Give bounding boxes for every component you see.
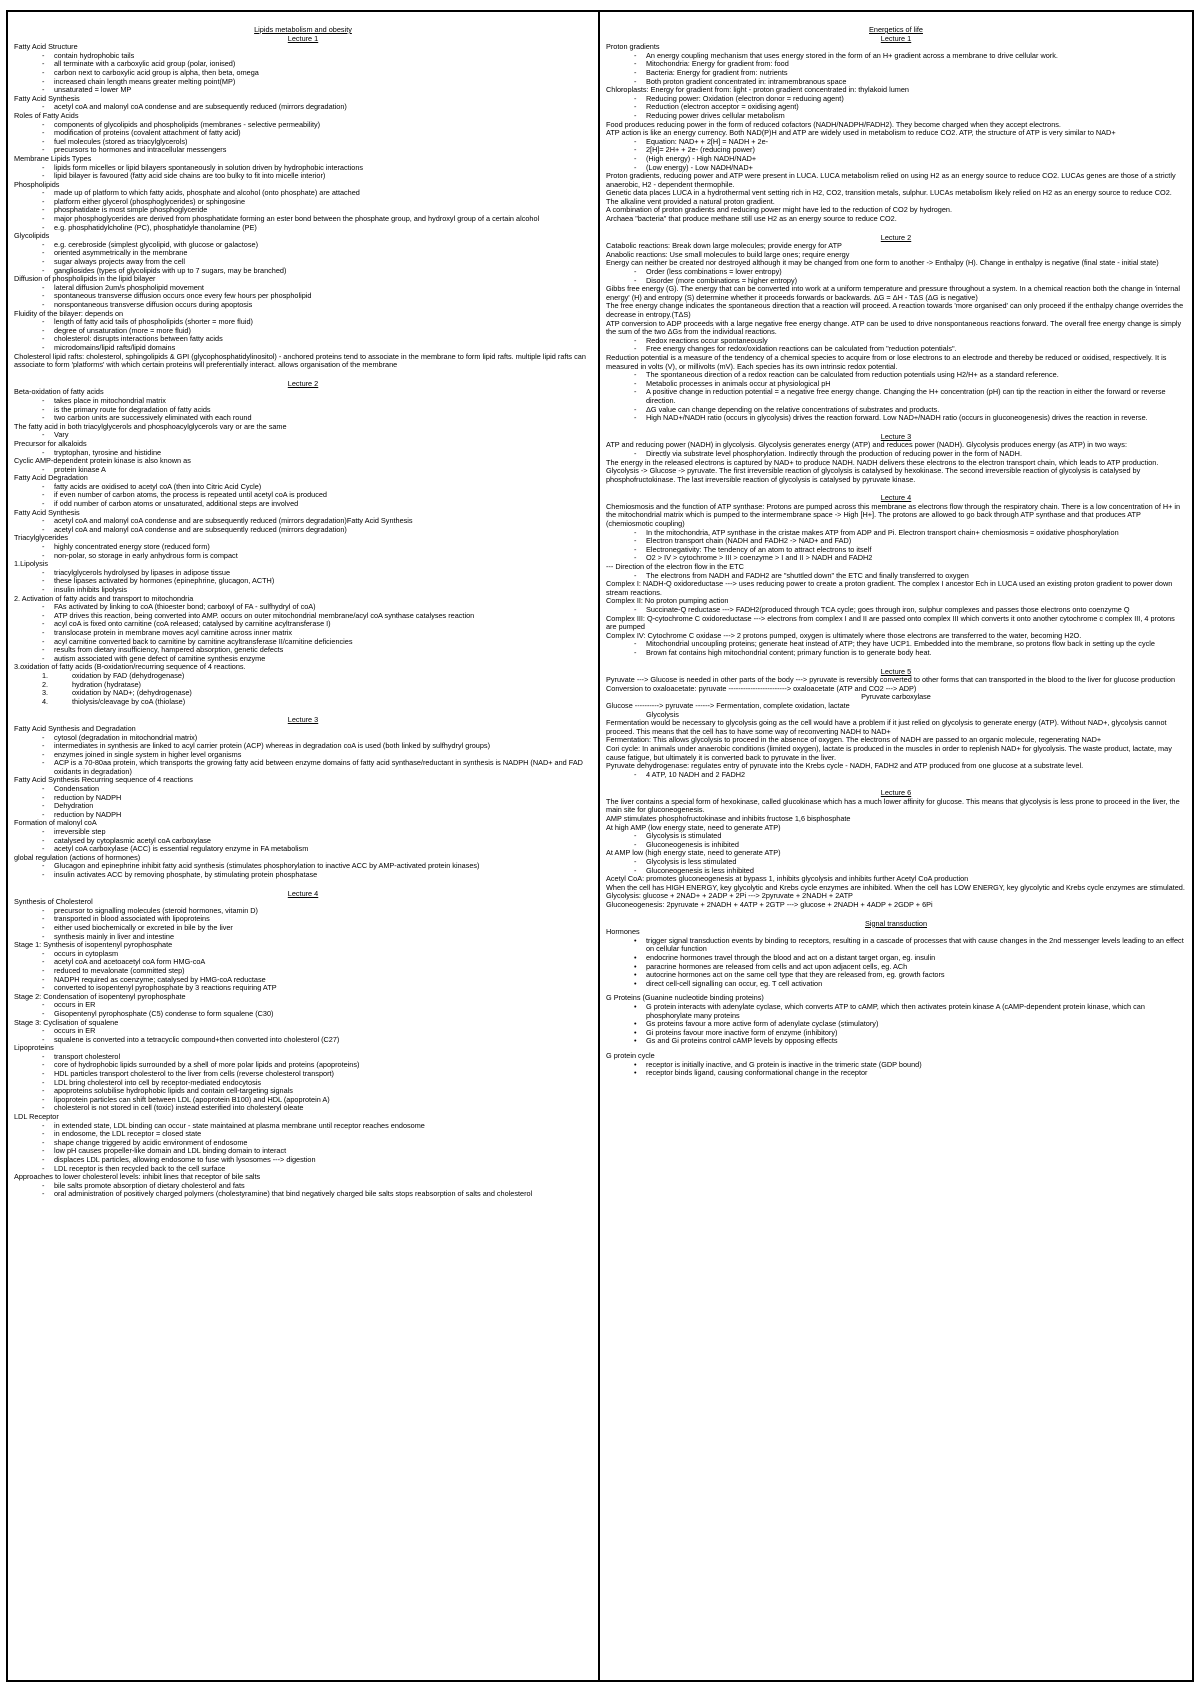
note-line: Chemiosmosis and the function of ATP synthase: Protons are pumped across this membrane as electrons flow through the respiratory chain. There is a low concentration of H+ in the mitochondrial matrix which is pumped to the intermembrane space -> High [H+]. The protons are allowed to go back through ATP synthase and that produces ATP (chemiosmotic coupling) xyxy=(606,501,1181,529)
note-line: Fermentation would be necessary to glycolysis going as the cell would have a problem if it just relied on glycolysis to generate energy (ATP). Without NAD+, glycolysis cannot proceed. This means that the cell has to have some way of reconverting NADH to NAD+ xyxy=(606,718,1167,736)
note-line: Membrane Lipids Types xyxy=(14,153,92,163)
dash-bullet-item: - Glycolysis is stimulated xyxy=(634,832,1186,841)
lecture-heading: Lecture 1 xyxy=(287,33,319,43)
note-line: Food produces reducing power in the form of reduced cofactors (NADH/NADPH/FADH2). They become charged when they accept electrons. xyxy=(606,119,1061,129)
dash-bullet-item: - Mitochondria: Energy for gradient from: food xyxy=(634,60,1186,69)
dash-bullet-item: - e.g. phosphatidylcholine (PC), phosphatidyle thanolamine (PE) xyxy=(42,224,592,233)
dot-bullet-item: • paracrine hormones are released from cells and act upon adjacent cells, eg. ACh xyxy=(634,963,1186,972)
dash-bullet-item: - autism associated with gene defect of carnitine synthesis enzyme xyxy=(42,655,592,664)
note-line: Genetic data places LUCA in a hydrothermal vent setting rich in H2, CO2, transition metals, sulphur. LUCAs metabolism likely relied on H2 as an energy source to reduce CO2. The alkaline vent provided a natural proton gradient. xyxy=(606,188,1172,206)
dash-bullet-item: - lipid bilayer is favoured (fatty acid side chains are too bulky to fit into micelle interior) xyxy=(42,172,592,181)
dash-bullet-item: - acyl coA is fixed onto carnitine (coA released; catalysed by carnitine acyltransferase I) xyxy=(42,620,592,629)
note-line: Beta-oxidation of fatty acids xyxy=(14,387,104,397)
dash-bullet-item: - length of fatty acid tails of phospholipids (shorter = more fluid) xyxy=(42,318,592,327)
dash-bullet-item: - Glycolysis is less stimulated xyxy=(634,858,1186,867)
dash-bullet-item: - intermediates in synthesis are linked to acyl carrier protein (ACP) whereas in degradation coA is used (both linked by sulfhydryl groups) xyxy=(42,742,592,751)
dash-bullet-item: - Gluconeogenesis is inhibited xyxy=(634,841,1186,850)
dash-bullet-item: - synthesis mainly in liver and intestine xyxy=(42,933,592,942)
dash-bullet-item: - phosphatidate is most simple phosphoglyceride xyxy=(42,206,592,215)
dash-bullet-item: - made up of platform to which fatty acids, phosphate and alcohol (onto phosphate) are attached xyxy=(42,189,592,198)
dash-bullet-item: - these lipases activated by hormones (epinephrine, glucagon, ACTH) xyxy=(42,577,592,586)
note-line: Roles of Fatty Acids xyxy=(14,110,79,120)
note-line: Conversion to oxaloacetate: pyruvate ------------------------> oxaloacetate (ATP and CO2 ---> ADP) xyxy=(606,683,917,693)
dash-bullet-item: - microdomains/lipid rafts/lipid domains xyxy=(42,344,592,353)
dash-bullet-item: - takes place in mitochondrial matrix xyxy=(42,397,592,406)
note-line: 3.oxidation of fatty acids (B-oxidation/recurring sequence of 4 reactions. xyxy=(14,662,246,672)
dash-bullet-item: - The electrons from NADH and FADH2 are "shuttled down" the ETC and finally transferred to oxygen xyxy=(634,572,1186,581)
dash-bullet-item: - acetyl coA and malonyl coA condense and are subsequently reduced (mirrors degradation)Fatty Acid Synthesis xyxy=(42,517,592,526)
dash-bullet-item: - cytosol (degradation in mitochondrial matrix) xyxy=(42,734,592,743)
note-line: Synthesis of Cholesterol xyxy=(14,897,93,907)
numbered-item: 2. hydration (hydratase) xyxy=(42,681,592,690)
dash-bullet-item: - High NAD+/NADH ratio (occurs in glycolysis) drives the reaction forward. Low NAD+/NADH ratio (occurs in gluconeogenesis) drives the reaction in reverse. xyxy=(634,414,1186,423)
dot-bullet-item: • endocrine hormones travel through the blood and act on a distant target organ, eg. insulin xyxy=(634,954,1186,963)
dash-bullet-item: - reduction by NADPH xyxy=(42,794,592,803)
notes-sheet xyxy=(6,10,1194,1682)
note-line: Complex I: NADH-Q oxidoreductase ---> uses reducing power to create a proton gradient. The complex I ancestor Ech in LUCA used an existing proton gradient to power down stream reactions. xyxy=(606,579,1173,597)
dash-bullet-item: - e.g. cerebroside (simplest glycolipid, with glucose or galactose) xyxy=(42,241,592,250)
dash-bullet-item: - sugar always projects away from the cell xyxy=(42,258,592,267)
dash-bullet-item: - tryptophan, tyrosine and histidine xyxy=(42,449,592,458)
dash-bullet-item: - gangliosides (types of glycolipids with up to 7 sugars, may be branched) xyxy=(42,267,592,276)
note-line: Gibbs free energy (G). The energy that can be converted into work at a uniform temperature and pressure throughout a system. In a chemical reaction both the change in 'internal energy' (H) and entropy (S) determine whether it proceeds forwards or backwards. ΔG = ΔH - TΔS (ΔG is negative) xyxy=(606,284,1180,302)
note-line: Chloroplasts: Energy for gradient from: light - proton gradient concentrated in: thylakoid lumen xyxy=(606,85,909,95)
note-line: Hormones xyxy=(606,927,640,937)
dash-bullet-item: - unsaturated = lower MP xyxy=(42,86,592,95)
dash-bullet-item: - FAs activated by linking to coA (thioester bond; carboxyl of FA - sulfhydryl of coA) xyxy=(42,603,592,612)
dash-bullet-item: - oral administration of positively charged polymers (cholestyramine) that bind negatively charged bile salts stops reabsorption of salts and cholesterol xyxy=(42,1190,592,1199)
dash-bullet-item: - lipids form micelles or lipid bilayers spontaneously in solution driven by hydrophobic interactions xyxy=(42,164,592,173)
dash-bullet-item: - squalene is converted into a tetracyclic compound+then converted into cholesterol (C27) xyxy=(42,1036,592,1045)
note-line: Glycolysis: glucose + 2NAD+ + 2ADP + 2Pi ---> 2pyruvate + 2NADH + 2ATP xyxy=(606,891,853,901)
dash-bullet-item: - ATP drives this reaction, being converted into AMP. occurs on outer mitochondrial membrane/acyl coA synthase catalyses reaction xyxy=(42,612,592,621)
dash-bullet-item: - irreversible step xyxy=(42,828,592,837)
section-heading: Lecture 2 xyxy=(287,378,319,388)
dash-bullet-item: - cholesterol: disrupts interactions between fatty acids xyxy=(42,335,592,344)
dash-bullet-item: - bile salts promote absorption of dietary cholesterol and fats xyxy=(42,1182,592,1191)
dash-bullet-item: - converted to isopentenyl pyrophosphate by 3 reactions requiring ATP xyxy=(42,984,592,993)
note-line: Proton gradients, reducing power and ATP were present in LUCA. LUCA metabolism relied on using H2 as an energy source to reduce CO2. LUCAs genes are those of a strictly anaerobic, H2 - dependent thermophile. xyxy=(606,171,1176,189)
numbered-item: 1. oxidation by FAD (dehydrogenase) xyxy=(42,672,592,681)
dash-bullet-item: - low pH causes propeller-like domain and LDL binding domain to interact xyxy=(42,1147,592,1156)
dash-bullet-item: - in endosome, the LDL receptor = closed state xyxy=(42,1130,592,1139)
dash-bullet-item: - spontaneous transverse diffusion occurs once every few hours per phospholipid xyxy=(42,292,592,301)
dash-bullet-item: - acetyl coA and malonyl coA condense and are subsequently reduced (mirrors degradation) xyxy=(42,103,592,112)
note-line: Formation of malonyl coA xyxy=(14,818,97,828)
dash-bullet-item: - either used biochemically or excreted in bile by the liver xyxy=(42,924,592,933)
dash-bullet-item: - platform either glycerol (phosphoglycerides) or sphingosine xyxy=(42,198,592,207)
dot-bullet-item: • autocrine hormones act on the same cell type that they are released from, eg. growth factors xyxy=(634,971,1186,980)
dash-bullet-item: - Succinate-Q reductase ---> FADH2(produced through TCA cycle; goes through iron, sulphur complexes and passes those electrons onto coenzyme Q xyxy=(634,606,1186,615)
numbered-item: 4. thiolysis/cleavage by coA (thiolase) xyxy=(42,698,592,707)
note-line: Pyruvate dehydrogenase: regulates entry of pyruvate into the Krebs cycle - NADH, FADH2 and ATP produced from one glucose at a substrate level. xyxy=(606,761,1084,771)
dot-bullet-item: • direct cell-cell signalling can occur, eg. T cell activation xyxy=(634,980,1186,989)
note-line: Diffusion of phospholipids in the lipid bilayer xyxy=(14,274,156,284)
note-line: Glycolysis -> Glucose -> pyruvate. The first irreversible reaction of glycolysis is catalysed by hexokinase. The second irreversible reaction of glycolysis is catalysed by phosphofructokinase. The last irreversible reaction of glycolysis is catalysed by pyruvate kinase. xyxy=(606,466,1141,484)
note-line: Fluidity of the bilayer: depends on xyxy=(14,308,124,318)
dash-bullet-item: - The spontaneous direction of a redox reaction can be calculated from reduction potentials using H2/H+ as a standard reference. xyxy=(634,371,1186,380)
dash-bullet-item: - (High energy) - High NADH/NAD+ xyxy=(634,155,1186,164)
section-heading: Lecture 4 xyxy=(287,888,319,898)
dash-bullet-item: - Reduction (electron acceptor = oxidising agent) xyxy=(634,103,1186,112)
note-line: The fatty acid in both triacylglycerols and phosphoacylglycerols vary or are the same xyxy=(14,421,287,431)
note-line: Fatty Acid Structure xyxy=(14,42,78,52)
dash-bullet-item: - Metabolic processes in animals occur at physiological pH xyxy=(634,380,1186,389)
note-line: LDL Receptor xyxy=(14,1112,59,1122)
dash-bullet-item: - 4 ATP, 10 NADH and 2 FADH2 xyxy=(634,771,1186,780)
note-line: Glucose ----------> pyruvate ------> Fermentation, complete oxidation, lactate xyxy=(606,700,850,710)
dash-bullet-item: - precursors to hormones and intracellular messengers xyxy=(42,146,592,155)
note-line: ATP action is like an energy currency. Both NAD(P)H and ATP are widely used in metabolism to reduce CO2. ATP, the structure of ATP is very similar to NAD+ xyxy=(606,128,1116,138)
dash-bullet-item: - HDL particles transport cholesterol to the liver from cells (reverse cholesterol transport) xyxy=(42,1070,592,1079)
dash-bullet-item: - precursor to signalling molecules (steroid hormones, vitamin D) xyxy=(42,907,592,916)
dash-bullet-item: - Redox reactions occur spontaneously xyxy=(634,337,1186,346)
dash-bullet-item: - Bacteria: Energy for gradient from: nutrients xyxy=(634,69,1186,78)
note-line: Stage 1: Synthesis of isopentenyl pyrophosphate xyxy=(14,940,173,950)
note-line: Gluconeogenesis: 2pyruvate + 2NADH + 4ATP + 2GTP ---> glucose + 2NADH + 4ADP + 2GDP + 6Pi xyxy=(606,900,933,909)
dash-bullet-item: - occurs in ER xyxy=(42,1001,592,1010)
dash-bullet-item: - Equation: NAD+ + 2[H] = NADH + 2e- xyxy=(634,138,1186,147)
note-line: Complex II: No proton pumping action xyxy=(606,596,729,606)
dash-bullet-item: - occurs in ER xyxy=(42,1027,592,1036)
dot-bullet-item: • G protein interacts with adenylate cyclase, which converts ATP to cAMP, which then activates protein kinase A (cAMP-dependent protein kinase, which can phosphorylate many proteins xyxy=(634,1003,1186,1020)
dash-bullet-item: - degree of unsaturation (more = more fluid) xyxy=(42,327,592,336)
note-line: Approaches to lower cholesterol levels: inhibit lines that receptor of bile salts xyxy=(14,1172,261,1182)
dash-bullet-item: - in extended state, LDL binding can occur - state maintained at plasma membrane until receptor reaches endosome xyxy=(42,1122,592,1131)
dash-bullet-item: - Brown fat contains high mitochondrial content; primary function is to generate body heat. xyxy=(634,649,1186,658)
dash-bullet-item: - non-polar, so storage in early anhydrous form is compact xyxy=(42,552,592,561)
dot-bullet-item: • Gs proteins favour a more active form of adenylate cyclase (stimulatory) xyxy=(634,1020,1186,1029)
enzyme-label: Pyruvate carboxylase xyxy=(861,692,931,702)
note-line: Reduction potential is a measure of the tendency of a chemical species to acquire from or lose electrons to an electrode and thereby be reduced or oxidised, respectively. It is measured in volts (V), or millivolts (mV). Each species has its own intrinsic redox potential. xyxy=(606,352,1167,371)
dash-bullet-item: - shape change triggered by acidic environment of endosome xyxy=(42,1139,592,1148)
dash-bullet-item: - catalysed by cytoplasmic acetyl coA carboxylase xyxy=(42,837,592,846)
dash-bullet-item: - contain hydrophobic tails xyxy=(42,52,592,61)
dash-bullet-item: - fuel molecules (stored as triacylglycerols) xyxy=(42,138,592,147)
right-column xyxy=(600,12,1192,1680)
note-line: G protein cycle xyxy=(606,1050,655,1060)
note-line: global regulation (actions of hormones) xyxy=(14,852,141,862)
note-line: Lipoproteins xyxy=(14,1043,54,1053)
section-heading: Lecture 4 xyxy=(880,493,912,503)
dash-bullet-item: - highly concentrated energy store (reduced form) xyxy=(42,543,592,552)
dash-bullet-item: - translocase protein in membrane moves acyl carnitine across inner matrix xyxy=(42,629,592,638)
dash-bullet-item: - LDL receptor is then recycled back to the cell surface xyxy=(42,1165,592,1174)
dash-bullet-item: - lipoprotein particles can shift between LDL (apoprotein B100) and HDL (apoprotein A) xyxy=(42,1096,592,1105)
note-line: The energy in the released electrons is captured by NAD+ to produce NADH. NADH delivers these electrons to the electron transport chain, which leads to ATP production. xyxy=(606,457,1159,467)
dash-bullet-item: - apoproteins solubilise hydrophobic lipids and contain cell-targeting signals xyxy=(42,1087,592,1096)
dash-bullet-item: - protein kinase A xyxy=(42,466,592,475)
note-line: ATP conversion to ADP proceeds with a large negative free energy change. ATP can be used to drive nonspontaneous reactions forward. The overall free energy change is simply the sum of the two ΔGs from the individual reactions. xyxy=(606,318,1182,337)
dash-bullet-item: - fatty acids are oxidised to acetyl coA (then into Citric Acid Cycle) xyxy=(42,483,592,492)
note-line: Phospholipids xyxy=(14,179,60,189)
dash-bullet-item: - Directly via substrate level phosphorylation. Indirectly through the production of reducing power in the form of NADH. xyxy=(634,450,1186,459)
dash-bullet-item: - transport cholesterol xyxy=(42,1053,592,1062)
dash-bullet-item: - lateral diffusion 2um/s phospholipid movement xyxy=(42,284,592,293)
note-line: 1.Lipolysis xyxy=(14,559,49,569)
section-heading: Lecture 3 xyxy=(880,431,912,441)
dash-bullet-item: - acetyl coA and malonyl coA condense and are subsequently reduced (mirrors degradation) xyxy=(42,526,592,535)
dash-bullet-item: - enzymes joined in single system in higher level organisms xyxy=(42,751,592,760)
note-line: Triacylglycerides xyxy=(14,533,69,543)
dot-bullet-item: • Gs and Gi proteins control cAMP levels by opposing effects xyxy=(634,1037,1186,1046)
dash-bullet-item: - modification of proteins (covalent attachment of fatty acid) xyxy=(42,129,592,138)
dot-bullet-item: • receptor binds ligand, causing conformational change in the receptor xyxy=(634,1069,1186,1078)
dash-bullet-item: - Electronegativity: The tendency of an atom to attract electrons to itself xyxy=(634,546,1186,555)
note-line: At AMP low (high energy state, need to generate ATP) xyxy=(606,848,781,858)
dash-bullet-item: - major phosphoglycerides are derived from phosphatidate forming an ester bond between the phosphate group, and hydroxyl group of a certain alcohol xyxy=(42,215,592,224)
dash-bullet-item: - Mitochondrial uncoupling proteins; generate heat instead of ATP; they have UCP1. Embedded into the membrane, so protons flow back in setting up the cycle xyxy=(634,640,1186,649)
dash-bullet-item: - Vary xyxy=(42,431,592,440)
dash-bullet-item: - ACP is a 70-80aa protein, which transports the growing fatty acid between enzyme domains of fatty acid synthase/reductant in synthesis is NADPH (NAD+ and FAD oxidants in degradation) xyxy=(42,759,592,776)
dash-bullet-item: - carbon next to carboxylic acid group is alpha, then beta, omega xyxy=(42,69,592,78)
dash-bullet-item: - acetyl coA carboxylase (ACC) is essential regulatory enzyme in FA metabolism xyxy=(42,845,592,854)
note-line: Pyruvate ---> Glucose is needed in other parts of the body ---> pyruvate is reversibly converted to other forms that can transported in the blood to the liver for glucose production xyxy=(606,675,1176,685)
note-line: Stage 2: Condensation of isopentenyl pyrophosphate xyxy=(14,991,186,1001)
dash-bullet-item: - occurs in cytoplasm xyxy=(42,950,592,959)
dash-bullet-item: - reduced to mevalonate (committed step) xyxy=(42,967,592,976)
section-heading: Lecture 5 xyxy=(880,666,912,676)
section-heading: Lecture 6 xyxy=(880,788,912,798)
dash-bullet-item: - if odd number of carbon atoms or unsaturated, additional steps are involved xyxy=(42,500,592,509)
dash-bullet-item: - An energy coupling mechanism that uses energy stored in the form of an H+ gradient across a membrane to drive cellular work. xyxy=(634,52,1186,61)
dash-bullet-item: - A positive change in reduction potential = a negative free energy change. Changing the H+ concentration (pH) can tip the reaction in either the forward or reverse direction. xyxy=(634,388,1186,405)
dash-bullet-item: - oriented asymmetrically in the membrane xyxy=(42,249,592,258)
note-line: --- Direction of the electron flow in the ETC xyxy=(606,562,744,572)
dash-bullet-item: - Condensation xyxy=(42,785,592,794)
dot-bullet-item: • receptor is initially inactive, and G protein is inactive in the trimeric state (GDP bound) xyxy=(634,1061,1186,1070)
note-line: A combination of proton gradients and reducing power might have led to the reduction of CO2 by hydrogen. xyxy=(606,205,953,215)
dash-bullet-item: - Glucagon and epinephrine inhibit fatty acid synthesis (stimulates phosphorylation to inactive ACC by AMP-activated protein kinases) xyxy=(42,862,592,871)
note-line: Energy can neither be created nor destroyed although it may be changed from one form to another -> Enthalpy (H). Change in enthalpy is negative (final state - initial state) xyxy=(606,258,1159,268)
dash-bullet-item: - nonspontaneous transverse diffusion occurs during apoptosis xyxy=(42,301,592,310)
dash-bullet-item: - Both proton gradient concentrated in: intramembranous space xyxy=(634,78,1186,87)
pathway-label: Glycolysis xyxy=(646,709,679,719)
note-line: Fatty Acid Synthesis xyxy=(14,507,80,517)
note-line: Stage 3: Cyclisation of squalene xyxy=(14,1017,119,1027)
dash-bullet-item: - Reducing power drives cellular metabolism xyxy=(634,112,1186,121)
dash-bullet-item: - Gluconeogenesis is less inhibited xyxy=(634,867,1186,876)
note-line: Complex IV: Cytochrome C oxidase ---> 2 protons pumped, oxygen is ultimately where those electrons are transferred to the water, becoming H2O. xyxy=(606,630,1082,640)
note-line: Complex III: Q-cytochrome C oxidoreductase ---> electrons from complex I and II are passed onto complex III which converts it onto another cytochrome c complex III, 4 protons are pumped xyxy=(606,613,1175,632)
section-heading: Lipids metabolism and obesity xyxy=(254,25,352,34)
dash-bullet-item: - is the primary route for degradation of fatty acids xyxy=(42,406,592,415)
dash-bullet-item: - cholesterol is not stored in cell (toxic) instead esterified into cholesteryl oleate xyxy=(42,1104,592,1113)
dash-bullet-item: - increased chain length means greater melting point(MP) xyxy=(42,78,592,87)
note-line: Anabolic reactions: Use small molecules to build large ones; require energy xyxy=(606,249,850,259)
note-line: Fatty Acid Synthesis Recurring sequence of 4 reactions xyxy=(14,775,193,785)
dash-bullet-item: - O2 > IV > cytochrome > III > coenzyme > I and II > NADH and FADH2 xyxy=(634,554,1186,563)
dash-bullet-item: - Dehydration xyxy=(42,802,592,811)
note-line: Glycolipids xyxy=(14,231,50,241)
dash-bullet-item: - all terminate with a carboxylic acid group (polar, ionised) xyxy=(42,60,592,69)
note-line: Fatty Acid Synthesis xyxy=(14,93,80,103)
note-line: Precursor for alkaloids xyxy=(14,438,87,448)
note-line: When the cell has HIGH ENERGY, key glycolytic and Krebs cycle enzymes are inhibited. When the cell has LOW ENERGY, key glycolytic and Krebs cycle enzymes are stimulated. xyxy=(606,882,1185,892)
section-heading: Lecture 3 xyxy=(287,715,319,725)
note-line: Fatty Acid Synthesis and Degradation xyxy=(14,723,136,733)
lecture-heading: Lecture 1 xyxy=(880,33,912,43)
dash-bullet-item: - insulin inhibits lipolysis xyxy=(42,586,592,595)
dash-bullet-item: - Disorder (more combinations = higher entropy) xyxy=(634,277,1186,286)
dash-bullet-item: - core of hydrophobic lipids surrounded by a shell of more polar lipids and proteins (apoproteins) xyxy=(42,1061,592,1070)
dash-bullet-item: - LDL bring cholesterol into cell by receptor-mediated endocytosis xyxy=(42,1079,592,1088)
dash-bullet-item: - results from dietary insufficiency, hampered absorption, genetic defects xyxy=(42,646,592,655)
numbered-item: 3. oxidation by NAD+; (dehydrogenase) xyxy=(42,689,592,698)
dot-bullet-item: • Gi proteins favour more inactive form of enzyme (inhibitory) xyxy=(634,1029,1186,1038)
dash-bullet-item: - insulin activates ACC by removing phosphate, by stimulating protein phosphatase xyxy=(42,871,592,880)
dash-bullet-item: - Reducing power: Oxidation (electron donor = reducing agent) xyxy=(634,95,1186,104)
note-line: Cyclic AMP-dependent protein kinase is also known as xyxy=(14,456,191,466)
note-line: Catabolic reactions: Break down large molecules; provide energy for ATP xyxy=(606,241,842,251)
note-line: ATP and reducing power (NADH) in glycolysis. Glycolysis generates energy (ATP) and reduces power (NADH). Glycolysis produces energy (as ATP) in two ways: xyxy=(606,440,1127,450)
dash-bullet-item: - if even number of carbon atoms, the process is repeated until acetyl coA is produced xyxy=(42,491,592,500)
dash-bullet-item: - displaces LDL particles, allowing endosome to fuse with lysosomes ---> digestion xyxy=(42,1156,592,1165)
note-line: 2. Activation of fatty acids and transport to mitochondria xyxy=(14,593,194,603)
note-line: At high AMP (low energy state, need to generate ATP) xyxy=(606,822,781,832)
dash-bullet-item: - Order (less combinations = lower entropy) xyxy=(634,268,1186,277)
section-heading: Signal transduction xyxy=(864,918,928,928)
note-line: Proton gradients xyxy=(606,42,660,52)
dash-bullet-item: - triacylglycerols hydrolysed by lipases in adipose tissue xyxy=(42,569,592,578)
note-line: Archaea "bacteria" that produce methane still use H2 as an energy source to reduce CO2. xyxy=(606,214,897,224)
left-column xyxy=(8,12,600,1680)
dash-bullet-item: - NADPH required as coenzyme; catalysed by HMG-coA reductase xyxy=(42,976,592,985)
section-heading: Lecture 2 xyxy=(880,232,912,242)
dash-bullet-item: - transported in blood associated with lipoproteins xyxy=(42,915,592,924)
dash-bullet-item: - acyl carnitine converted back to carnitine by carnitine acyltransferase II/carnitine deficiencies xyxy=(42,638,592,647)
dash-bullet-item: - two carbon units are successively eliminated with each round xyxy=(42,414,592,423)
dash-bullet-item: - acetyl coA and acetoacetyl coA form HMG-coA xyxy=(42,958,592,967)
note-line: Cori cycle: In animals under anaerobic conditions (limited oxygen), lactate is produced in the muscles in order to replenish NAD+ for glycolysis. The waste product, lactate, may cause fatigue, but ultimately it is converted back to pyruvate in the liver. xyxy=(606,743,1172,762)
note-line: G Proteins (Guanine nucleotide binding proteins) xyxy=(606,993,764,1003)
dash-bullet-item: - (Low energy) - Low NADH/NAD+ xyxy=(634,164,1186,173)
dash-bullet-item: - 2[H]= 2H+ + 2e- (reducing power) xyxy=(634,146,1186,155)
note-line: Fatty Acid Degradation xyxy=(14,473,88,483)
dash-bullet-item: - In the mitochondria, ATP synthase in the cristae makes ATP from ADP and Pi. Electron transport chain+ chemiosmosis = oxidative phosphorylation xyxy=(634,529,1186,538)
dot-bullet-item: • trigger signal transduction events by binding to receptors, resulting in a cascade of processes that with cause changes in the 2nd messenger levels leading to an effect on cellular function xyxy=(634,937,1186,954)
dash-bullet-item: - reduction by NADPH xyxy=(42,811,592,820)
note-line: Fermentation: This allows glycolysis to proceed in the absence of oxygen. The electrons of NADH are passed to an organic molecule, regenerating NAD+ xyxy=(606,735,1102,745)
note-line: The free energy change indicates the spontaneous direction that a reaction will proceed. A reaction towards 'more organised' can only proceed if the enthalpy change overrides the decrease in entropy.(TΔS) xyxy=(606,301,1184,319)
dash-bullet-item: - Free energy changes for redox/oxidation reactions can be calculated from "reduction potentials". xyxy=(634,345,1186,354)
section-heading: Energetics of life xyxy=(869,25,923,34)
dash-bullet-item: - components of glycolipids and phospholipids (membranes - selective permeability) xyxy=(42,121,592,130)
note-line: Acetyl CoA: promotes gluconeogenesis at bypass 1, inhibits glycolysis and inhibits further Acetyl CoA production xyxy=(606,874,969,884)
note-line: The liver contains a special form of hexokinase, called glucokinase which has a much lower affinity for glucose. This means that glycolysis is less prone to proceed in the liver, the main site for gluconeogenesis. xyxy=(606,796,1180,815)
dash-bullet-item: - Electron transport chain (NADH and FADH2 -> NAD+ and FAD) xyxy=(634,537,1186,546)
note-line: AMP stimulates phosphofructokinase and inhibits fructose 1,6 bisphosphate xyxy=(606,814,851,824)
note-line: Cholesterol lipid rafts: cholesterol, sphingolipids & GPI (glycophosphatidylinositol) - anchored proteins tend to associate in the membrane to form lipid rafts. multiple lipid rafts can associate to form 'platforms' with which certain proteins will preferentially interact. allows organisation of the membrane xyxy=(14,351,586,370)
dash-bullet-item: - ΔG value can change depending on the relative concentrations of substrates and products. xyxy=(634,406,1186,415)
dash-bullet-item: - Gisopentenyl pyrophosphate (C5) condense to form squalene (C30) xyxy=(42,1010,592,1019)
